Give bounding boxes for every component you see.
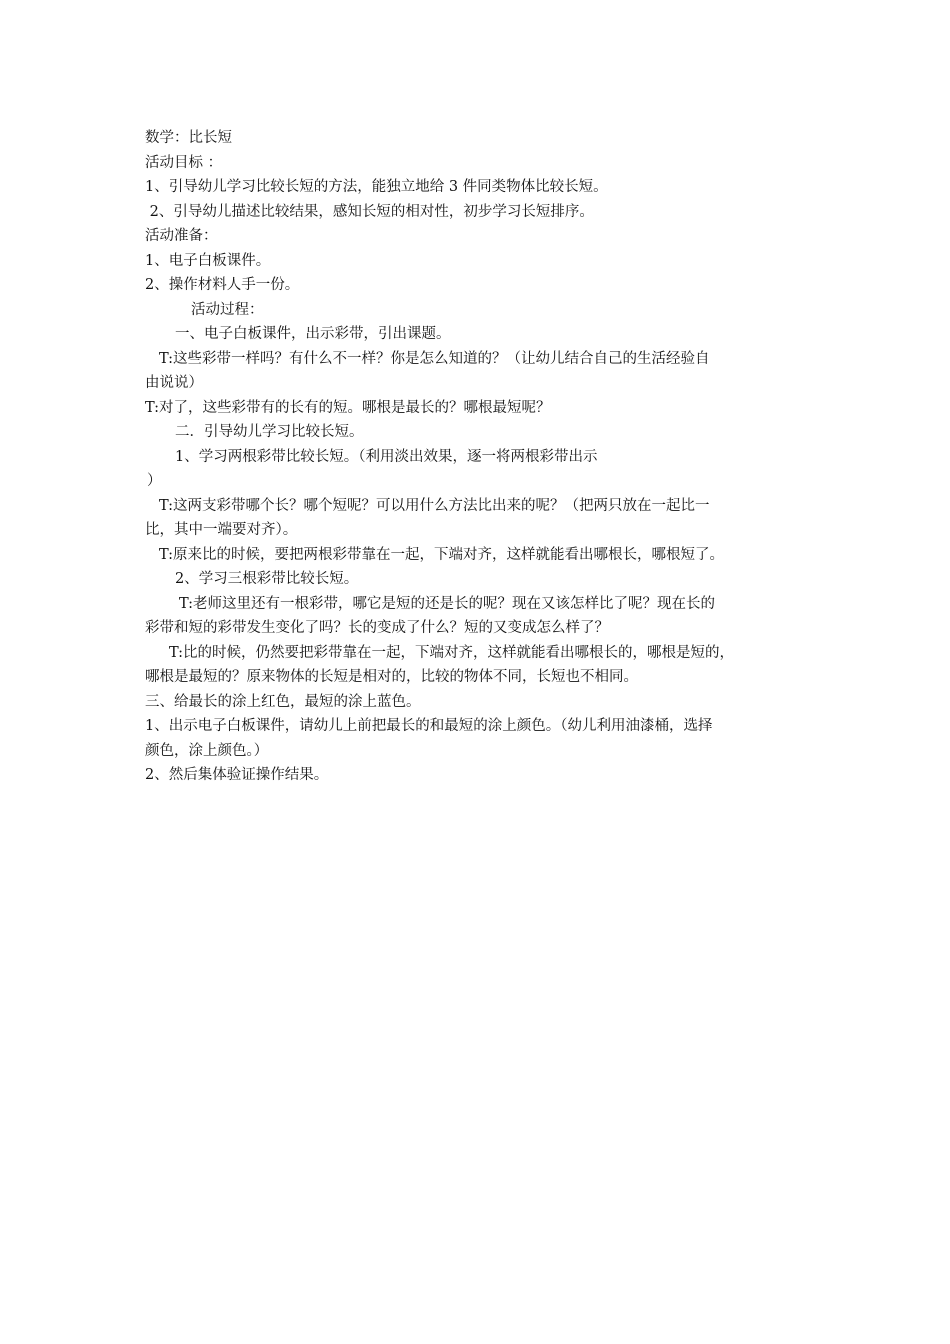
- preparation-item: 1、电子白板课件。: [145, 252, 271, 269]
- process-paragraph: 哪根是最短的？原来物体的长短是相对的，比较的物体不同，长短也不相同。: [145, 669, 638, 685]
- process-paragraph: T:这两支彩带哪个长？哪个短呢？可以用什么方法比出来的呢？（把两只放在一起比一: [159, 497, 710, 514]
- section-heading-preparation: 活动准备：: [145, 228, 218, 244]
- process-paragraph: T:对了，这些彩带有的长有的短。哪根是最长的？哪根最短呢？: [145, 399, 551, 416]
- process-paragraph: T:比的时候，仍然要把彩带靠在一起，下端对齐，这样就能看出哪根长的，哪根是短的，: [169, 644, 735, 661]
- preparation-item: 2、操作材料人手一份。: [145, 277, 300, 293]
- process-substep-heading: 1、学习两根彩带比较长短。（利用淡出效果，逐一将两根彩带出示: [175, 448, 598, 465]
- process-paragraph: T:原来比的时候，要把两根彩带靠在一起，下端对齐，这样就能看出哪根长，哪根短了。: [159, 546, 725, 563]
- process-step-heading: 一、电子白板课件，出示彩带，引出课题。: [175, 326, 451, 342]
- process-paragraph: T:老师这里还有一根彩带，哪它是短的还是长的呢？现在又该怎样比了呢？现在长的: [179, 595, 716, 612]
- process-paragraph: 2、然后集体验证操作结果。: [145, 767, 329, 783]
- process-substep-heading: 2、学习三根彩带比较长短。: [175, 571, 359, 587]
- process-paragraph: 由说说）: [145, 375, 203, 391]
- process-paragraph: ）: [147, 473, 162, 489]
- process-step-heading: 二．引导幼儿学习比较长短。: [175, 424, 364, 440]
- process-paragraph: 颜色，涂上颜色。）: [145, 742, 269, 759]
- process-paragraph: 彩带和短的彩带发生变化了吗？长的变成了什么？短的又变成怎么样了？: [145, 620, 609, 636]
- section-heading-goals: 活动目标 ：: [145, 154, 223, 171]
- process-paragraph: 比，其中一端要对齐）。: [145, 522, 298, 538]
- goal-item: 1、引导幼儿学习比较长短的方法，能独立地给 3 件同类物体比较长短。: [145, 179, 608, 195]
- process-step-heading: 三、给最长的涂上红色，最短的涂上蓝色。: [145, 693, 421, 710]
- document-title: 数学：比长短: [145, 130, 232, 146]
- process-paragraph: 1、出示电子白板课件，请幼儿上前把最长的和最短的涂上颜色。（幼儿利用油漆桶，选择: [145, 718, 713, 734]
- document-body: [145, 126, 815, 788]
- section-heading-process: 活动过程：: [191, 301, 264, 318]
- process-paragraph: T:这些彩带一样吗？有什么不一样？你是怎么知道的？（让幼儿结合自己的生活经验自: [159, 350, 710, 367]
- goal-item: 2、引导幼儿描述比较结果，感知长短的相对性，初步学习长短排序。: [145, 203, 594, 220]
